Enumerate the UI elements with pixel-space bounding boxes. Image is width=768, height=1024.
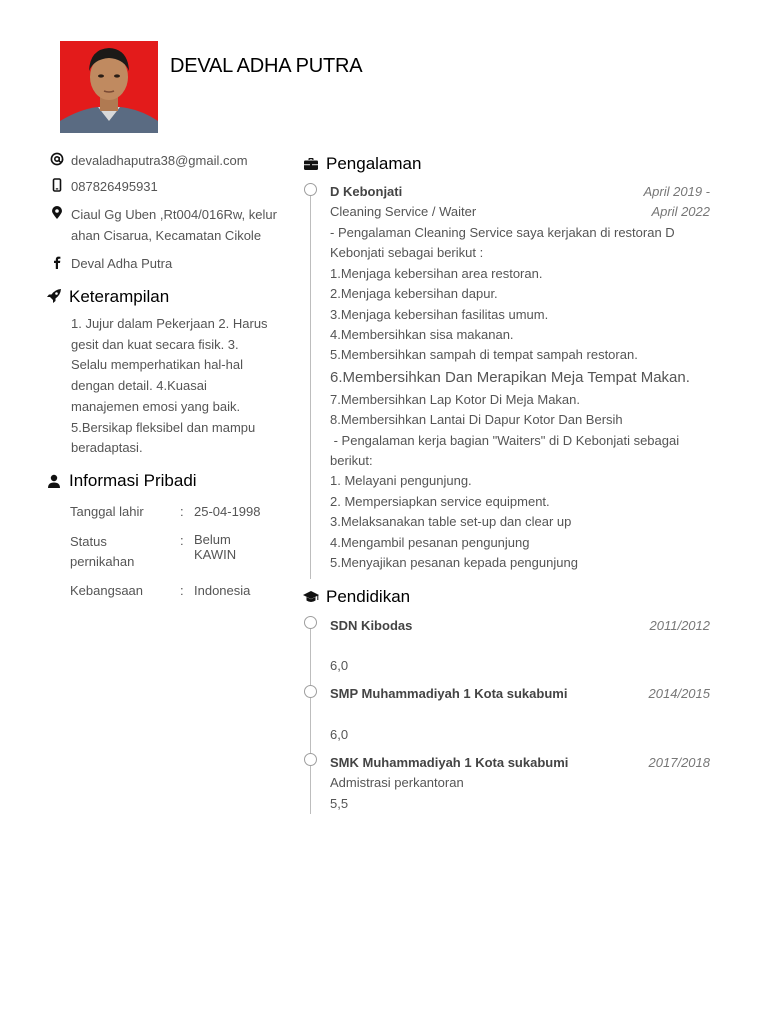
exp-line: 4.Membersihkan sisa makanan. [330,327,514,343]
contact-phone [50,176,290,197]
exp-line: berikut: [330,453,373,469]
timeline-node [304,616,317,629]
status-value [194,532,284,562]
skills-line: 1. Jujur dalam Pekerjaan 2. Harus [71,316,268,331]
separator: : [180,504,184,519]
school-years: 2014/2015 [648,686,710,701]
company-name: D Kebonjati [330,184,403,199]
timeline-line [310,189,311,579]
status-label [70,532,170,572]
rocket-icon [46,288,62,304]
map-pin-icon [50,206,64,220]
skills-line: manajemen emosi yang baik. [71,398,241,414]
exp-line: 5.Membersihkan sampah di tempat sampah restoran. [330,347,638,363]
school-grade: 5,5 [330,796,349,811]
exp-line: 4.Mengambil pesanan pengunjung [330,534,530,550]
skills-line: 5.Bersikap fleksibel dan mampu [71,419,256,435]
user-icon [46,473,62,489]
profile-photo [60,41,158,133]
timeline-line [310,622,311,814]
status-value-line: KAWIN [194,547,237,562]
exp-line: 7.Membersihkan Lap Kotor Di Meja Makan. [330,391,581,407]
skills-list [71,314,281,459]
facebook-text: Deval Adha Putra [71,256,173,271]
exp-line: 1. Melayani pengunjung. [330,473,472,489]
birth-value: 25-04-1998 [194,504,261,519]
education-heading: Pendidikan [326,587,411,606]
exp-line: 6.Membersihkan Dan Merapikan Meja Tempat Makan. [330,368,690,386]
exp-line: 5.Menyajikan pesanan kepada pengunjung [330,555,578,571]
nationality-label: Kebangsaan [70,583,144,598]
school-name: SDN Kibodas [330,618,413,633]
email-text: devaladhaputra38@gmail.com [71,153,248,168]
exp-line: 3.Menjaga kebersihan fasilitas umum. [330,306,549,322]
graduation-cap-icon [303,589,319,605]
at-icon [50,152,64,166]
nationality-value: Indonesia [194,583,251,598]
phone-icon [50,178,64,192]
exp-line: 3.Melaksanakan table set-up dan clear up [330,514,572,530]
exp-line: - Pengalaman kerja bagian "Waiters" di D Kebonjati sebagai [330,432,680,448]
address-line-2: ahan Cisarua, Kecamatan Cikole [71,228,262,243]
status-label-line: pernikahan [70,554,135,569]
school-grade: 6,0 [330,727,349,742]
personal-info-heading: Informasi Pribadi [69,471,197,490]
school-name: SMK Muhammadiyah 1 Kota sukabumi [330,755,569,770]
exp-line: Kebonjati sebagai berikut : [330,245,484,261]
exp-line: - Pengalaman Cleaning Service saya kerjakan di restoran D [330,225,675,240]
exp-line: 2. Mempersiapkan service equipment. [330,493,550,509]
school-grade: 6,0 [330,658,349,673]
timeline-node [304,753,317,766]
school-major: Admistrasi perkantoran [330,775,464,790]
timeline-node [304,685,317,698]
skills-line: gesit dan kuat secara fisik. 3. [71,336,239,352]
date-end: April 2022 [651,204,710,219]
birth-label: Tanggal lahir [70,504,144,519]
school-years: 2017/2018 [648,755,710,770]
phone-text: 087826495931 [71,179,158,194]
facebook-icon [50,255,64,269]
briefcase-icon [303,156,319,172]
date-start: April 2019 - [643,184,710,199]
timeline-node [304,183,317,196]
experience-description [330,223,710,574]
contact-address [50,204,290,246]
skills-line: dengan detail. 4.Kuasai [71,378,207,394]
exp-line: 2.Menjaga kebersihan dapur. [330,286,498,302]
school-name: SMP Muhammadiyah 1 Kota sukabumi [330,686,568,701]
address-line-1: Ciaul Gg Uben ,Rt004/016Rw, kelur [71,207,277,222]
contact-email [50,150,290,171]
candidate-name: DEVAL ADHA PUTRA [170,55,363,77]
job-position: Cleaning Service / Waiter [330,204,477,219]
school-years: 2011/2012 [649,618,710,633]
exp-line: 1.Menjaga kebersihan area restoran. [330,265,543,281]
contact-facebook [50,253,290,274]
skills-line: beradaptasi. [71,440,143,456]
exp-line: 8.Membersihkan Lantai Di Dapur Kotor Dan Bersih [330,412,623,428]
skills-line: Selalu memperhatikan hal-hal [71,357,243,373]
status-value-line: Belum [194,532,231,547]
status-label-line: Status [70,534,107,549]
experience-heading: Pengalaman [326,154,422,173]
skills-heading: Keterampilan [69,287,170,306]
separator: : [180,583,184,598]
separator: : [180,533,184,548]
